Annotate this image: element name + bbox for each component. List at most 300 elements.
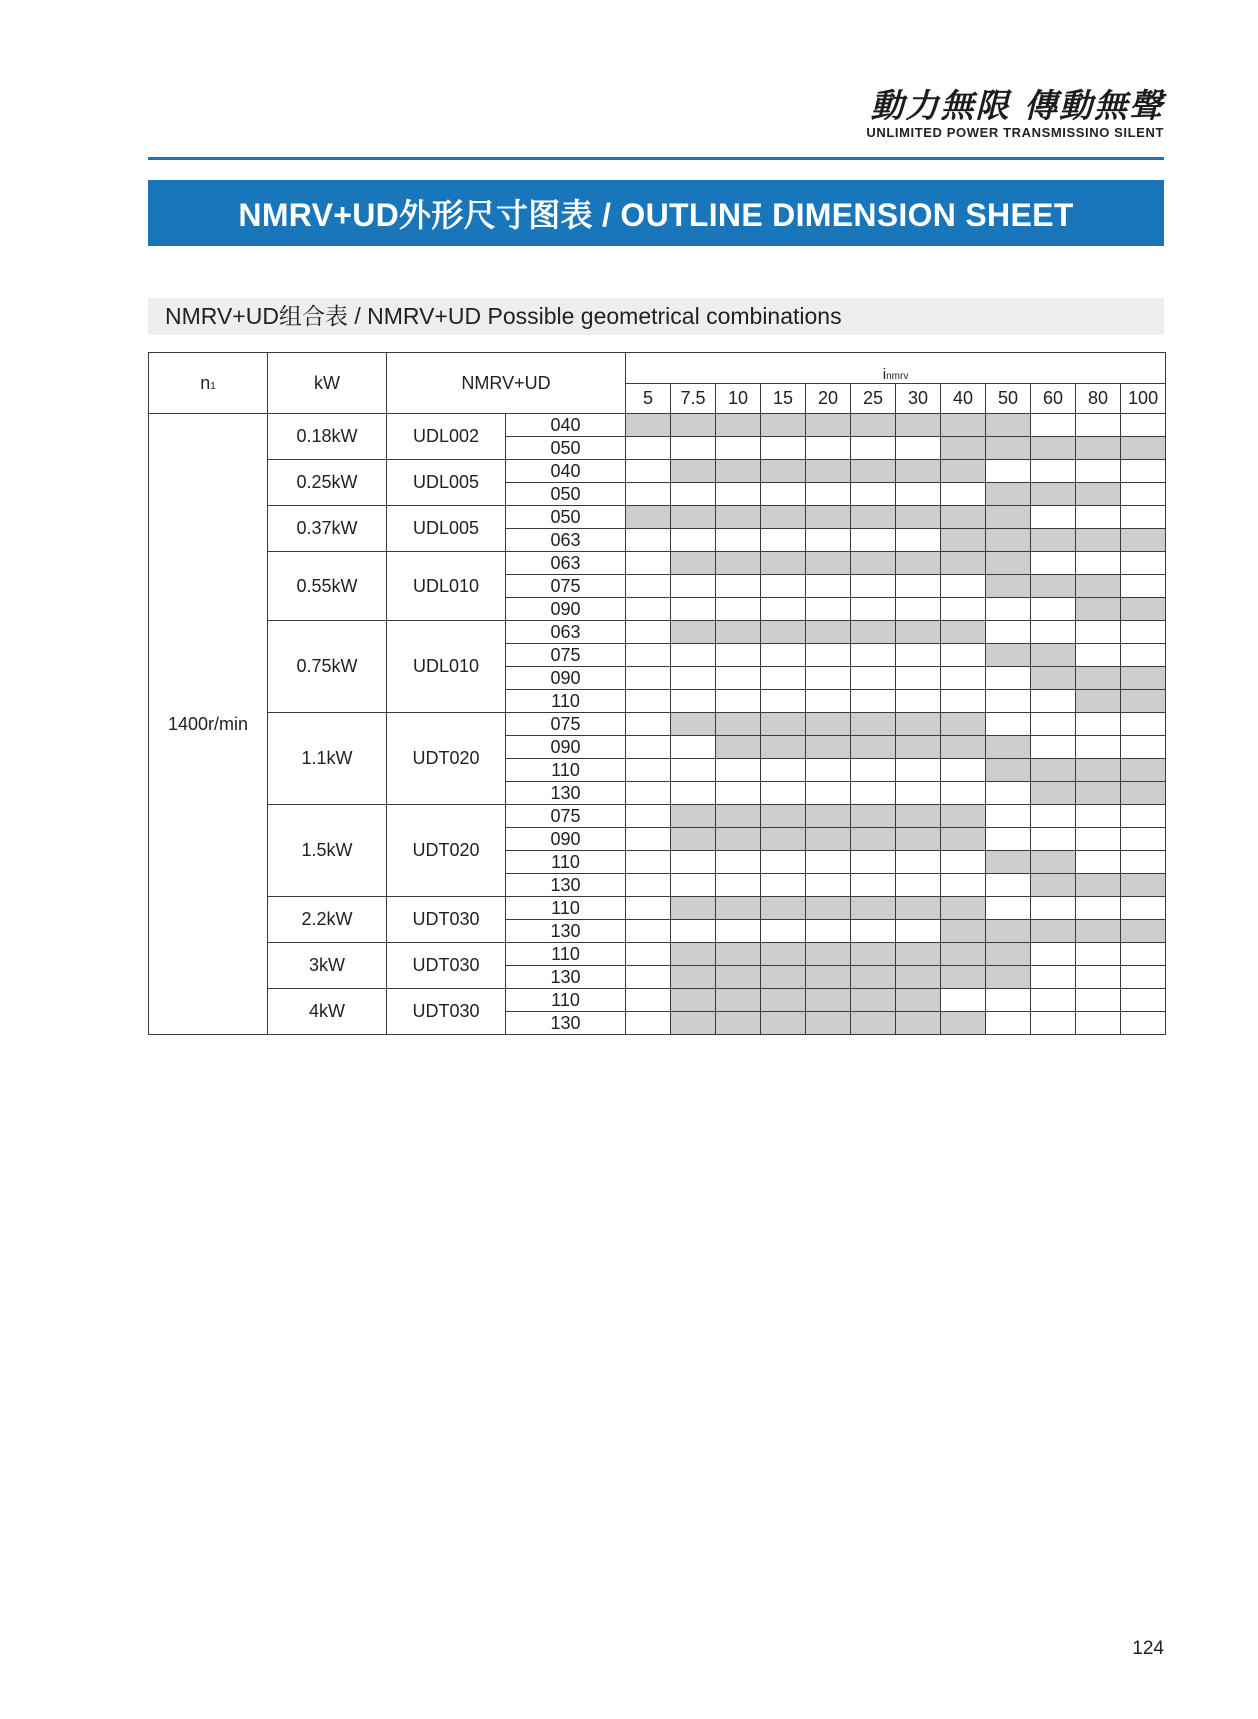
ratio-cell-available bbox=[671, 414, 716, 437]
ratio-cell-empty bbox=[1121, 713, 1166, 736]
ratio-cell-empty bbox=[626, 644, 671, 667]
power-cell: 0.37kW bbox=[268, 506, 387, 552]
ratio-cell-available bbox=[761, 414, 806, 437]
nmrv-size-cell: 090 bbox=[506, 828, 626, 851]
ratio-cell-empty bbox=[716, 759, 761, 782]
page-number: 124 bbox=[1132, 1638, 1164, 1659]
ratio-cell-empty bbox=[1121, 851, 1166, 874]
ud-model-cell: UDT020 bbox=[387, 805, 506, 897]
ratio-cell-available bbox=[941, 966, 986, 989]
ratio-cell-available bbox=[986, 529, 1031, 552]
ud-model-cell: UDT030 bbox=[387, 943, 506, 989]
ratio-cell-available bbox=[716, 414, 761, 437]
ratio-cell-empty bbox=[761, 782, 806, 805]
nmrv-size-cell: 075 bbox=[506, 644, 626, 667]
nmrv-size-cell: 110 bbox=[506, 690, 626, 713]
ratio-cell-empty bbox=[671, 667, 716, 690]
ratio-cell-empty bbox=[626, 529, 671, 552]
ratio-cell-available bbox=[896, 989, 941, 1012]
ratio-cell-available bbox=[1031, 874, 1076, 897]
ratio-cell-available bbox=[941, 713, 986, 736]
ratio-cell-empty bbox=[671, 920, 716, 943]
nmrv-size-cell: 063 bbox=[506, 529, 626, 552]
ratio-cell-empty bbox=[986, 1012, 1031, 1035]
ratio-cell-empty bbox=[716, 598, 761, 621]
nmrv-size-cell: 130 bbox=[506, 966, 626, 989]
ratio-cell-empty bbox=[626, 437, 671, 460]
ratio-cell-empty bbox=[626, 598, 671, 621]
ratio-header: 20 bbox=[806, 384, 851, 414]
nmrv-size-cell: 063 bbox=[506, 552, 626, 575]
ratio-cell-available bbox=[671, 828, 716, 851]
ratio-cell-available bbox=[1121, 667, 1166, 690]
ratio-cell-empty bbox=[1031, 460, 1076, 483]
ratio-cell-empty bbox=[851, 483, 896, 506]
ratio-cell-available bbox=[671, 989, 716, 1012]
ratio-cell-empty bbox=[626, 759, 671, 782]
ratio-cell-empty bbox=[626, 874, 671, 897]
power-cell: 1.5kW bbox=[268, 805, 387, 897]
nmrv-size-cell: 075 bbox=[506, 575, 626, 598]
ratio-cell-available bbox=[986, 966, 1031, 989]
ratio-cell-empty bbox=[941, 598, 986, 621]
ratio-cell-empty bbox=[761, 851, 806, 874]
ratio-cell-available bbox=[716, 713, 761, 736]
ratio-cell-available bbox=[671, 621, 716, 644]
ratio-cell-available bbox=[1076, 782, 1121, 805]
ratio-cell-available bbox=[941, 943, 986, 966]
ratio-cell-available bbox=[1031, 575, 1076, 598]
nmrv-size-cell: 110 bbox=[506, 897, 626, 920]
ratio-cell-available bbox=[1121, 782, 1166, 805]
ratio-cell-available bbox=[896, 506, 941, 529]
ratio-cell-empty bbox=[806, 667, 851, 690]
ratio-cell-empty bbox=[806, 575, 851, 598]
ratio-cell-available bbox=[986, 759, 1031, 782]
ratio-cell-empty bbox=[671, 575, 716, 598]
ratio-cell-available bbox=[986, 851, 1031, 874]
power-cell: 0.18kW bbox=[268, 414, 387, 460]
ratio-cell-available bbox=[941, 529, 986, 552]
ratio-header: 50 bbox=[986, 384, 1031, 414]
nmrv-size-cell: 050 bbox=[506, 437, 626, 460]
combination-body bbox=[149, 414, 1166, 1035]
ratio-cell-available bbox=[851, 736, 896, 759]
header-n1: n1 bbox=[149, 353, 268, 414]
ratio-cell-empty bbox=[761, 874, 806, 897]
ratio-cell-available bbox=[1121, 437, 1166, 460]
ratio-cell-empty bbox=[626, 966, 671, 989]
ratio-cell-empty bbox=[1031, 736, 1076, 759]
nmrv-size-cell: 063 bbox=[506, 621, 626, 644]
nmrv-size-cell: 050 bbox=[506, 483, 626, 506]
ratio-cell-empty bbox=[941, 782, 986, 805]
ratio-cell-empty bbox=[941, 690, 986, 713]
ratio-cell-available bbox=[671, 506, 716, 529]
ratio-cell-available bbox=[671, 713, 716, 736]
ratio-header: 5 bbox=[626, 384, 671, 414]
ratio-cell-available bbox=[671, 897, 716, 920]
ratio-cell-available bbox=[986, 736, 1031, 759]
ratio-cell-empty bbox=[626, 828, 671, 851]
ratio-cell-available bbox=[1076, 920, 1121, 943]
nmrv-size-cell: 130 bbox=[506, 874, 626, 897]
ratio-header: 80 bbox=[1076, 384, 1121, 414]
ratio-cell-empty bbox=[671, 782, 716, 805]
ud-model-cell: UDT030 bbox=[387, 897, 506, 943]
ratio-cell-available bbox=[896, 943, 941, 966]
ratio-cell-available bbox=[941, 805, 986, 828]
ratio-cell-empty bbox=[626, 851, 671, 874]
ratio-cell-available bbox=[986, 506, 1031, 529]
power-cell: 0.25kW bbox=[268, 460, 387, 506]
ratio-cell-available bbox=[1076, 437, 1121, 460]
ratio-cell-empty bbox=[626, 943, 671, 966]
ratio-cell-available bbox=[761, 828, 806, 851]
ratio-header: 25 bbox=[851, 384, 896, 414]
ratio-cell-empty bbox=[626, 713, 671, 736]
ratio-cell-empty bbox=[761, 529, 806, 552]
header-divider bbox=[148, 157, 1164, 160]
page-title: NMRV+UD外形尺寸图表 / OUTLINE DIMENSION SHEET bbox=[148, 180, 1164, 246]
nmrv-size-cell: 130 bbox=[506, 920, 626, 943]
ratio-cell-available bbox=[626, 506, 671, 529]
ratio-cell-available bbox=[761, 989, 806, 1012]
ratio-cell-empty bbox=[716, 667, 761, 690]
ratio-cell-empty bbox=[1121, 966, 1166, 989]
ratio-cell-empty bbox=[806, 483, 851, 506]
nmrv-size-cell: 040 bbox=[506, 414, 626, 437]
ud-model-cell: UDL005 bbox=[387, 506, 506, 552]
table-row bbox=[149, 805, 1166, 828]
ratio-cell-empty bbox=[1031, 897, 1076, 920]
ratio-cell-empty bbox=[1031, 966, 1076, 989]
ratio-cell-available bbox=[1076, 529, 1121, 552]
ratio-cell-available bbox=[941, 1012, 986, 1035]
table-row bbox=[149, 621, 1166, 644]
ratio-cell-available bbox=[1031, 483, 1076, 506]
ratio-cell-empty bbox=[941, 575, 986, 598]
ratio-cell-empty bbox=[896, 920, 941, 943]
ratio-cell-empty bbox=[986, 828, 1031, 851]
ratio-cell-empty bbox=[626, 667, 671, 690]
ratio-cell-available bbox=[716, 828, 761, 851]
ratio-header: 15 bbox=[761, 384, 806, 414]
ratio-cell-available bbox=[761, 621, 806, 644]
ratio-cell-empty bbox=[986, 667, 1031, 690]
ratio-cell-empty bbox=[1121, 483, 1166, 506]
ratio-cell-available bbox=[806, 897, 851, 920]
ratio-cell-available bbox=[1076, 874, 1121, 897]
ratio-cell-available bbox=[941, 621, 986, 644]
ratio-cell-empty bbox=[671, 736, 716, 759]
ratio-cell-available bbox=[671, 552, 716, 575]
ratio-cell-available bbox=[1076, 667, 1121, 690]
ratio-cell-empty bbox=[806, 598, 851, 621]
ratio-cell-empty bbox=[626, 805, 671, 828]
power-cell: 2.2kW bbox=[268, 897, 387, 943]
ratio-cell-available bbox=[986, 920, 1031, 943]
ratio-cell-empty bbox=[1121, 943, 1166, 966]
ratio-cell-empty bbox=[1076, 506, 1121, 529]
ratio-cell-empty bbox=[626, 483, 671, 506]
ratio-cell-available bbox=[941, 897, 986, 920]
ratio-cell-available bbox=[806, 506, 851, 529]
ratio-cell-empty bbox=[896, 483, 941, 506]
ratio-cell-empty bbox=[626, 575, 671, 598]
ratio-cell-available bbox=[716, 552, 761, 575]
ratio-cell-empty bbox=[716, 575, 761, 598]
ratio-cell-available bbox=[716, 736, 761, 759]
power-cell: 0.75kW bbox=[268, 621, 387, 713]
ratio-cell-available bbox=[761, 460, 806, 483]
nmrv-size-cell: 110 bbox=[506, 943, 626, 966]
ratio-cell-empty bbox=[806, 851, 851, 874]
ratio-cell-available bbox=[671, 460, 716, 483]
ratio-cell-available bbox=[716, 943, 761, 966]
ratio-cell-empty bbox=[761, 483, 806, 506]
ratio-cell-empty bbox=[1031, 506, 1076, 529]
ratio-cell-available bbox=[941, 460, 986, 483]
table-row bbox=[149, 414, 1166, 437]
ratio-cell-available bbox=[761, 506, 806, 529]
ratio-cell-available bbox=[986, 575, 1031, 598]
ratio-cell-available bbox=[626, 414, 671, 437]
ratio-cell-available bbox=[806, 552, 851, 575]
nmrv-size-cell: 110 bbox=[506, 989, 626, 1012]
ratio-header: 100 bbox=[1121, 384, 1166, 414]
ratio-cell-empty bbox=[1076, 828, 1121, 851]
table-row bbox=[149, 460, 1166, 483]
ratio-cell-available bbox=[896, 552, 941, 575]
ratio-cell-empty bbox=[1076, 621, 1121, 644]
ratio-cell-available bbox=[671, 943, 716, 966]
ratio-cell-empty bbox=[761, 575, 806, 598]
ratio-cell-empty bbox=[1121, 1012, 1166, 1035]
ratio-cell-available bbox=[761, 943, 806, 966]
ratio-cell-available bbox=[1076, 483, 1121, 506]
ratio-cell-available bbox=[1121, 529, 1166, 552]
ratio-cell-available bbox=[896, 966, 941, 989]
power-cell: 3kW bbox=[268, 943, 387, 989]
ratio-header: 7.5 bbox=[671, 384, 716, 414]
ratio-cell-empty bbox=[671, 759, 716, 782]
ratio-cell-available bbox=[851, 414, 896, 437]
ratio-cell-empty bbox=[896, 575, 941, 598]
ratio-cell-available bbox=[941, 828, 986, 851]
ratio-cell-empty bbox=[1031, 621, 1076, 644]
ratio-cell-empty bbox=[716, 483, 761, 506]
ratio-cell-available bbox=[806, 943, 851, 966]
ratio-cell-available bbox=[1031, 782, 1076, 805]
power-cell: 0.55kW bbox=[268, 552, 387, 621]
ratio-cell-empty bbox=[716, 690, 761, 713]
ratio-cell-empty bbox=[1031, 989, 1076, 1012]
ratio-cell-empty bbox=[1031, 598, 1076, 621]
ratio-cell-empty bbox=[626, 897, 671, 920]
ratio-cell-empty bbox=[851, 575, 896, 598]
ratio-cell-available bbox=[1031, 529, 1076, 552]
table-row bbox=[149, 897, 1166, 920]
ratio-cell-empty bbox=[1076, 460, 1121, 483]
ratio-cell-available bbox=[806, 989, 851, 1012]
ratio-cell-available bbox=[941, 736, 986, 759]
ratio-cell-available bbox=[806, 805, 851, 828]
ratio-cell-available bbox=[1121, 874, 1166, 897]
ratio-cell-available bbox=[851, 989, 896, 1012]
ratio-cell-available bbox=[761, 966, 806, 989]
ratio-cell-empty bbox=[1121, 506, 1166, 529]
ratio-cell-empty bbox=[1121, 621, 1166, 644]
ratio-cell-available bbox=[1031, 920, 1076, 943]
ratio-cell-empty bbox=[1076, 805, 1121, 828]
nmrv-size-cell: 130 bbox=[506, 1012, 626, 1035]
nmrv-size-cell: 110 bbox=[506, 759, 626, 782]
ratio-cell-empty bbox=[626, 736, 671, 759]
ratio-cell-empty bbox=[941, 874, 986, 897]
ratio-cell-empty bbox=[1076, 713, 1121, 736]
power-cell: 4kW bbox=[268, 989, 387, 1035]
ratio-cell-empty bbox=[626, 782, 671, 805]
ratio-cell-empty bbox=[941, 759, 986, 782]
ratio-cell-empty bbox=[761, 759, 806, 782]
ratio-cell-empty bbox=[851, 437, 896, 460]
ratio-cell-available bbox=[806, 1012, 851, 1035]
ratio-cell-available bbox=[851, 805, 896, 828]
ratio-header: 60 bbox=[1031, 384, 1076, 414]
ratio-cell-empty bbox=[806, 874, 851, 897]
header-kw: kW bbox=[268, 353, 387, 414]
ratio-cell-empty bbox=[1121, 828, 1166, 851]
ud-model-cell: UDL010 bbox=[387, 552, 506, 621]
ratio-cell-empty bbox=[761, 690, 806, 713]
ratio-cell-available bbox=[1076, 575, 1121, 598]
ratio-cell-available bbox=[851, 552, 896, 575]
ratio-cell-empty bbox=[806, 782, 851, 805]
nmrv-size-cell: 050 bbox=[506, 506, 626, 529]
ratio-cell-available bbox=[896, 460, 941, 483]
ratio-cell-empty bbox=[986, 460, 1031, 483]
ratio-cell-empty bbox=[896, 667, 941, 690]
ratio-cell-empty bbox=[896, 437, 941, 460]
ratio-cell-available bbox=[806, 966, 851, 989]
ratio-cell-available bbox=[1031, 437, 1076, 460]
speed-cell: 1400r/min bbox=[149, 414, 268, 1035]
ratio-cell-empty bbox=[986, 598, 1031, 621]
ratio-cell-empty bbox=[851, 644, 896, 667]
ratio-cell-empty bbox=[1076, 943, 1121, 966]
ratio-cell-empty bbox=[986, 897, 1031, 920]
ratio-header: 30 bbox=[896, 384, 941, 414]
ratio-cell-empty bbox=[806, 920, 851, 943]
header-model: NMRV+UD bbox=[387, 353, 626, 414]
ratio-cell-empty bbox=[851, 690, 896, 713]
ratio-cell-empty bbox=[626, 690, 671, 713]
ratio-cell-empty bbox=[1121, 989, 1166, 1012]
ratio-cell-empty bbox=[806, 759, 851, 782]
ratio-cell-empty bbox=[671, 690, 716, 713]
ratio-cell-empty bbox=[1076, 897, 1121, 920]
ratio-cell-available bbox=[1031, 667, 1076, 690]
ratio-cell-empty bbox=[851, 529, 896, 552]
ratio-cell-empty bbox=[896, 851, 941, 874]
ratio-cell-available bbox=[716, 460, 761, 483]
nmrv-size-cell: 110 bbox=[506, 851, 626, 874]
ratio-cell-empty bbox=[671, 644, 716, 667]
ratio-cell-empty bbox=[671, 851, 716, 874]
ratio-cell-available bbox=[851, 1012, 896, 1035]
ratio-cell-empty bbox=[806, 690, 851, 713]
ratio-cell-empty bbox=[761, 667, 806, 690]
ratio-cell-empty bbox=[941, 989, 986, 1012]
ratio-cell-available bbox=[851, 966, 896, 989]
ratio-cell-available bbox=[896, 828, 941, 851]
ratio-cell-available bbox=[1121, 690, 1166, 713]
ratio-cell-available bbox=[1031, 644, 1076, 667]
ratio-cell-empty bbox=[626, 621, 671, 644]
ratio-cell-empty bbox=[851, 874, 896, 897]
ratio-cell-empty bbox=[1076, 989, 1121, 1012]
ratio-cell-empty bbox=[1031, 552, 1076, 575]
ratio-cell-empty bbox=[941, 644, 986, 667]
ratio-cell-empty bbox=[896, 759, 941, 782]
ratio-cell-empty bbox=[806, 437, 851, 460]
ratio-cell-empty bbox=[671, 529, 716, 552]
ratio-cell-available bbox=[941, 437, 986, 460]
ratio-cell-available bbox=[896, 414, 941, 437]
ratio-cell-available bbox=[1031, 851, 1076, 874]
ratio-cell-empty bbox=[761, 644, 806, 667]
ratio-cell-available bbox=[1076, 759, 1121, 782]
ratio-cell-available bbox=[986, 552, 1031, 575]
ratio-cell-available bbox=[716, 1012, 761, 1035]
ratio-cell-available bbox=[761, 897, 806, 920]
nmrv-size-cell: 130 bbox=[506, 782, 626, 805]
ratio-cell-available bbox=[851, 897, 896, 920]
ratio-cell-empty bbox=[716, 437, 761, 460]
ratio-cell-empty bbox=[896, 874, 941, 897]
ratio-cell-available bbox=[851, 460, 896, 483]
ratio-cell-available bbox=[716, 506, 761, 529]
ratio-cell-empty bbox=[1031, 805, 1076, 828]
ratio-cell-available bbox=[806, 736, 851, 759]
header-ratio-group: inmrv bbox=[626, 353, 1166, 384]
ratio-cell-empty bbox=[896, 644, 941, 667]
ratio-cell-available bbox=[761, 713, 806, 736]
ratio-cell-empty bbox=[986, 989, 1031, 1012]
ratio-cell-empty bbox=[626, 1012, 671, 1035]
ratio-cell-available bbox=[1121, 920, 1166, 943]
ratio-cell-available bbox=[941, 506, 986, 529]
ratio-cell-empty bbox=[1121, 805, 1166, 828]
ratio-cell-available bbox=[941, 920, 986, 943]
ratio-cell-available bbox=[896, 805, 941, 828]
ratio-cell-empty bbox=[626, 552, 671, 575]
ratio-cell-empty bbox=[896, 598, 941, 621]
ratio-cell-empty bbox=[1031, 1012, 1076, 1035]
ratio-cell-empty bbox=[941, 851, 986, 874]
ratio-cell-available bbox=[806, 414, 851, 437]
ratio-cell-available bbox=[896, 1012, 941, 1035]
ratio-cell-empty bbox=[896, 529, 941, 552]
ratio-cell-empty bbox=[1121, 575, 1166, 598]
ratio-cell-available bbox=[761, 805, 806, 828]
nmrv-size-cell: 090 bbox=[506, 598, 626, 621]
ud-model-cell: UDT030 bbox=[387, 989, 506, 1035]
ratio-cell-available bbox=[716, 621, 761, 644]
ratio-cell-empty bbox=[1076, 966, 1121, 989]
ratio-cell-available bbox=[986, 483, 1031, 506]
